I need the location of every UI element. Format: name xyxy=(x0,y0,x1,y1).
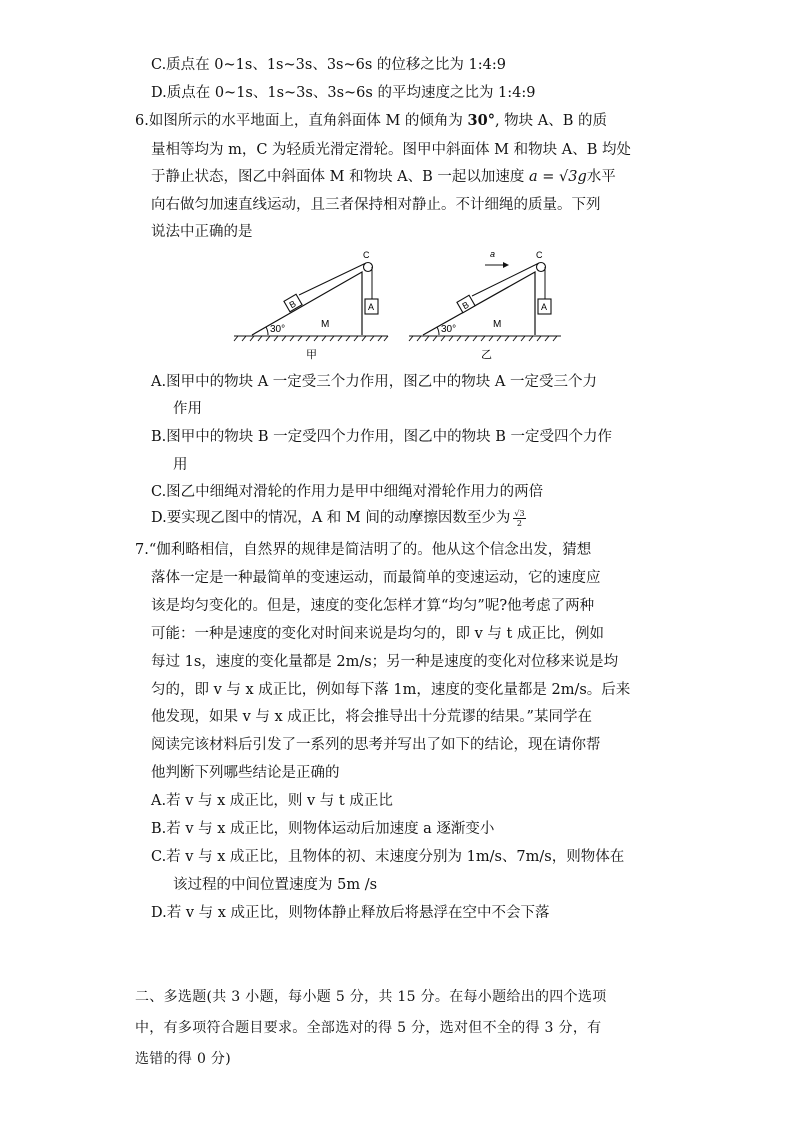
q6-stem-text: 于静止状态，图乙中斜面体 M 和物块 A、B 一起以加速度 xyxy=(151,169,530,185)
accel-arrow-icon xyxy=(485,262,509,268)
ground-hatching xyxy=(409,336,561,341)
incline-label: M xyxy=(321,319,330,330)
q6-stem-line-5: 说法中正确的是 xyxy=(151,224,253,240)
q7-option-a: A.若 v 与 x 成正比，则 v 与 t 成正比 xyxy=(151,793,393,809)
q7-stem-line-6: 匀的，即 v 与 x 成正比，例如每下落 1m，速度的变化量都是 2m/s。后来 xyxy=(151,682,631,698)
q6-option-d xyxy=(151,508,526,528)
pulley-label: C xyxy=(536,250,543,260)
pulley xyxy=(537,263,546,272)
angle-arc xyxy=(437,327,439,335)
incline-wedge xyxy=(252,272,362,335)
q7-option-d: D.若 v 与 x 成正比，则物体静止释放后将悬浮在空中不会下落 xyxy=(151,905,550,921)
q6-stem-text: 6.如图所示的水平地面上，直角斜面体 M 的倾角为 xyxy=(135,113,468,129)
q7-stem-line-1: 7.“伽利略相信，自然界的规律是简洁明了的。他从这个信念出发，猜想 xyxy=(135,542,592,558)
q5-option-d: D.质点在 0~1s、1s~3s、3s~6s 的平均速度之比为 1:4:9 xyxy=(151,85,536,101)
section-2-heading-line-1: 二、多选题(共 3 小题，每小题 5 分，共 15 分。在每小题给出的四个选项 xyxy=(135,989,607,1005)
q6-stem-line-2: 量相等均为 m，C 为轻质光滑定滑轮。图甲中斜面体 M 和物块 A、B 均处 xyxy=(151,142,631,158)
q6-stem-line-3 xyxy=(151,167,616,187)
figure-yi xyxy=(409,249,561,361)
pulley-label: C xyxy=(363,250,370,260)
q7-option-c: C.若 v 与 x 成正比，且物体的初、末速度分别为 1m/s、7m/s，则物体在 xyxy=(151,849,625,865)
q6-figure xyxy=(230,245,565,365)
q6-option-a-cont: 作用 xyxy=(173,401,202,417)
q6-option-c: C.图乙中细绳对滑轮的作用力是甲中细绳对滑轮作用力的两倍 xyxy=(151,484,544,500)
angle-label: 30° xyxy=(441,324,457,335)
figure-jia xyxy=(234,250,388,361)
pulley xyxy=(364,263,373,272)
block-a-label: A xyxy=(541,302,548,312)
q7-stem-line-2: 落体一定是一种最简单的变速运动，而最简单的变速运动，它的速度应 xyxy=(151,570,601,586)
rope xyxy=(299,263,366,295)
q7-stem-line-4: 可能：一种是速度的变化对时间来说是均匀的，即 v 与 t 成正比，例如 xyxy=(151,626,604,642)
fraction-numerator: √3 xyxy=(514,508,525,518)
q6-option-d-text: D.要实现乙图中的情况，A 和 M 间的动摩擦因数至少为 xyxy=(151,510,511,526)
block-b-label: B xyxy=(287,298,298,311)
accel-label: a xyxy=(490,249,496,259)
angle-label: 30° xyxy=(270,324,286,335)
q7-stem-line-5: 每过 1s，速度的变化量都是 2m/s；另一种是速度的变化对位移来说是均 xyxy=(151,654,619,670)
caption-yi: 乙 xyxy=(481,349,492,361)
caption-jia: 甲 xyxy=(306,349,317,361)
q6-stem-text: 水平 xyxy=(586,169,616,185)
q6-option-b: B.图甲中的物块 B 一定受四个力作用，图乙中的物块 B 一定受四个力作 xyxy=(151,429,613,445)
fraction-denominator: 2 xyxy=(516,518,523,528)
q6-stem-line-4: 向右做匀加速直线运动，且三者保持相对静止。不计细绳的质量。下列 xyxy=(151,197,601,213)
section-2-heading-line-3: 选错的得 0 分) xyxy=(135,1051,231,1067)
q7-stem-line-9: 他判断下列哪些结论是正确的 xyxy=(151,765,340,781)
ground-hatching xyxy=(234,336,388,341)
fraction xyxy=(513,509,525,528)
incline-label: M xyxy=(493,319,502,330)
q6-angle-value: 30° xyxy=(467,112,495,129)
q6-option-a: A.图甲中的物块 A 一定受三个力作用，图乙中的物块 A 一定受三个力 xyxy=(151,374,597,390)
q7-option-b: B.若 v 与 x 成正比，则物体运动后加速度 a 逐渐变小 xyxy=(151,821,495,837)
q6-acceleration-formula: a = √3g xyxy=(529,169,587,185)
q5-option-c: C.质点在 0~1s、1s~3s、3s~6s 的位移之比为 1:4:9 xyxy=(151,57,506,73)
q6-stem-line-1 xyxy=(135,111,607,131)
q7-stem-line-3: 该是均匀变化的。但是，速度的变化怎样才算“均匀”呢?他考虑了两种 xyxy=(151,598,595,614)
q7-stem-line-7: 他发现，如果 v 与 x 成正比，将会推导出十分荒谬的结果。”某同学在 xyxy=(151,709,592,725)
q6-stem-text: , 物块 A、B 的质 xyxy=(494,113,608,129)
block-b-label: B xyxy=(460,299,471,312)
incline-wedge xyxy=(423,272,535,335)
q6-option-b-cont: 用 xyxy=(173,457,188,473)
angle-arc xyxy=(266,327,268,335)
section-2-heading-line-2: 中，有多项符合题目要求。全部选对的得 5 分，选对但不全的得 3 分，有 xyxy=(135,1020,602,1036)
q7-option-c-cont: 该过程的中间位置速度为 5m /s xyxy=(173,877,378,893)
q7-stem-line-8: 阅读完该材料后引发了一系列的思考并写出了如下的结论，现在请你帮 xyxy=(151,737,601,753)
rope xyxy=(472,263,539,296)
block-a-label: A xyxy=(368,302,375,312)
